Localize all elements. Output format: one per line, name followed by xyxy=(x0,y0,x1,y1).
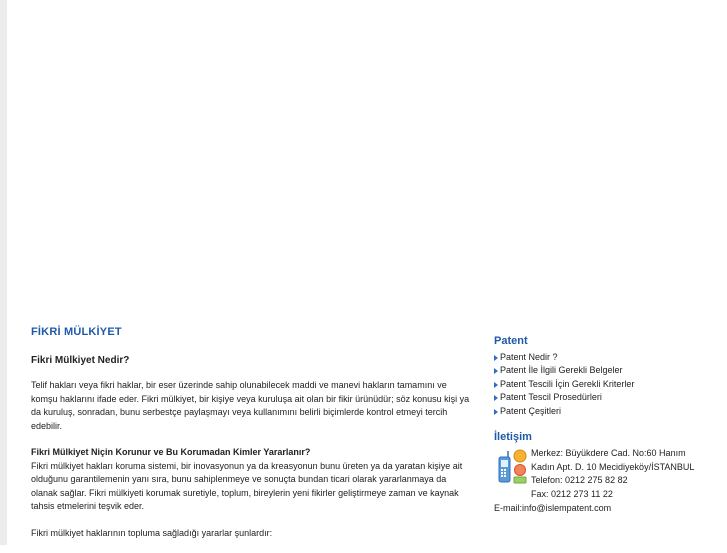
contact-phone-icon xyxy=(496,448,530,486)
arrow-right-icon xyxy=(494,355,498,361)
section-subheading: Fikri Mülkiyet Niçin Korunur ve Bu Korumadan Kimler Yararlanır? xyxy=(31,447,311,457)
contact-address-line-1: Merkez: Büyükdere Cad. No:60 Hanım xyxy=(531,448,686,459)
main-content xyxy=(31,326,471,553)
patent-section-title: Patent xyxy=(494,335,528,347)
patent-link-documents[interactable]: Patent İle İlgili Gerekli Belgeler xyxy=(494,364,719,378)
arrow-right-icon xyxy=(494,395,498,401)
patent-link-what-is[interactable]: Patent Nedir ? xyxy=(494,351,719,365)
sidebar xyxy=(494,335,719,515)
page-title: FİKRİ MÜLKİYET xyxy=(31,326,122,338)
patent-link-list xyxy=(494,351,719,419)
arrow-right-icon xyxy=(494,382,498,388)
patent-link-procedures[interactable]: Patent Tescil Prosedürleri xyxy=(494,391,719,405)
contact-address-line-2: Kadın Apt. D. 10 Mecidiyeköy/İSTANBUL xyxy=(531,461,695,472)
patent-link-criteria[interactable]: Patent Tescili İçin Gerekli Kriterler xyxy=(494,378,719,392)
left-border-strip xyxy=(0,0,7,545)
contact-phone: Telefon: 0212 275 82 82 xyxy=(531,475,628,486)
contact-email[interactable]: E-mail:info@islempatent.com xyxy=(494,502,612,513)
section-heading: Fikri Mülkiyet Nedir? xyxy=(31,354,130,366)
arrow-right-icon xyxy=(494,368,498,374)
benefits-intro: Fikri mülkiyet haklarının topluma sağladığı yararlar şunlardır: xyxy=(31,527,273,538)
patent-link-types[interactable]: Patent Çeşitleri xyxy=(494,405,719,419)
contact-block xyxy=(494,447,719,515)
arrow-right-icon xyxy=(494,409,498,415)
protection-paragraph: Fikri mülkiyet hakları koruma sistemi, bir inovasyonun ya da kreasyonun bunu üreten ya da yaratan kişiye ait olduğunu garantilemenin yanı sıra, bunu sahiplenmeye ve sonuçta bundan ticari olarak yararlanmaya da olanak sağlar. Fikri mülkiyeti korumak suretiyle, toplum, bireylerin yeni fikirler geliştirmeye zaman ve kaynak tahsis etmelerini teşvik eder. xyxy=(31,460,463,511)
contact-section-title: İletişim xyxy=(494,430,532,443)
intro-paragraph: Telif hakları veya fikri haklar, bir eser üzerinde sahip olunabilecek maddi ve manevi hakların tamamını ve komşu haklarını ifade eder. Fikri mülkiyet, bir kişiye veya kuruluşa ait olan bir fikir ürünüdür; söz konusu kişi ya da kuruluş, sonradan, bunu serbestçe paylaşmayı veya kullanımını belirli biçimlerde kontrol etmeyi tercih edebilir. xyxy=(31,380,470,431)
contact-fax: Fax: 0212 273 11 22 xyxy=(531,488,613,499)
